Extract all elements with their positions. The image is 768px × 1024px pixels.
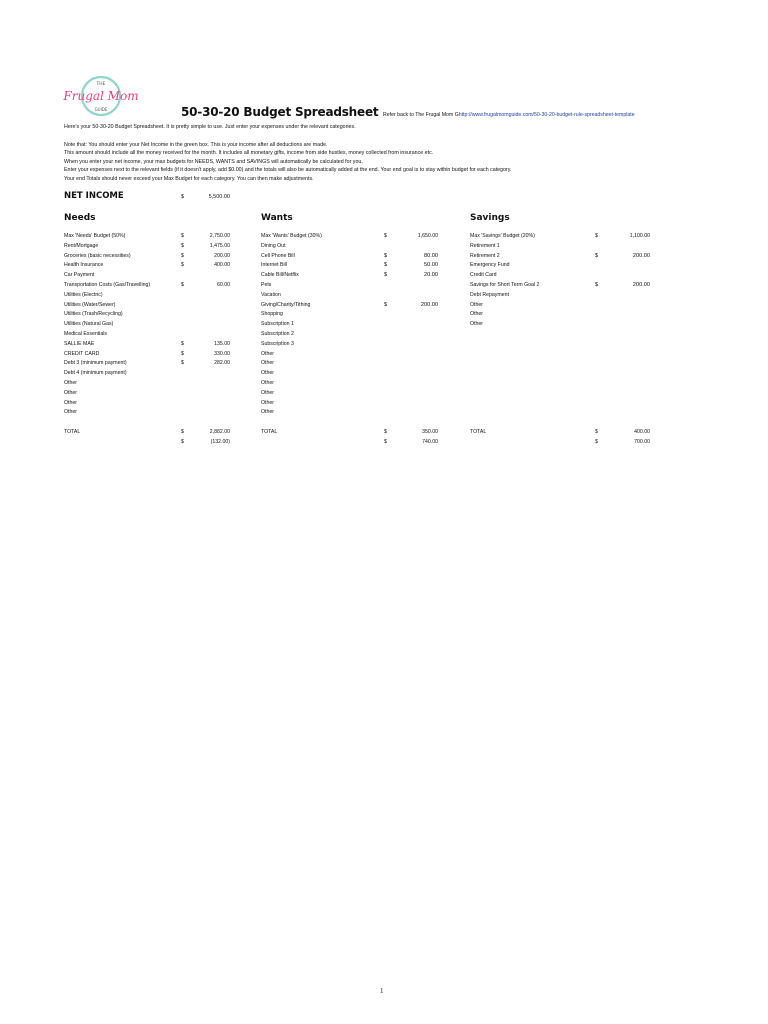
savings-row bbox=[470, 282, 655, 292]
needs-row-currency: $ bbox=[181, 233, 184, 239]
needs-row bbox=[64, 409, 234, 419]
savings-list bbox=[470, 233, 655, 331]
needs-row-amount[interactable]: 330.00 bbox=[214, 350, 230, 357]
wants-row-label: Subscription 3 bbox=[261, 340, 294, 347]
needs-row-label: SALLIE MAE bbox=[64, 340, 95, 347]
savings-row bbox=[470, 272, 655, 282]
needs-row bbox=[64, 331, 234, 341]
savings-row-label: Max 'Savings' Budget (20%) bbox=[470, 233, 535, 239]
needs-row-label: Max 'Needs' Budget (50%) bbox=[64, 233, 126, 239]
net-income-label: NET INCOME bbox=[64, 191, 124, 201]
savings-row-label: Emergency Fund bbox=[470, 262, 510, 269]
needs-row bbox=[64, 233, 234, 243]
needs-total-currency: $ bbox=[181, 429, 184, 435]
needs-row-currency: $ bbox=[181, 252, 184, 259]
needs-total-label: TOTAL bbox=[64, 429, 81, 435]
wants-row-label: Cable Bill/Netflix bbox=[261, 272, 299, 279]
wants-row bbox=[261, 311, 441, 321]
net-income-currency: $ bbox=[181, 194, 185, 200]
refer-back-text bbox=[383, 112, 685, 118]
needs-row-amount[interactable]: 400.00 bbox=[214, 262, 230, 269]
needs-row bbox=[64, 321, 234, 331]
wants-row-amount[interactable]: 80.00 bbox=[424, 252, 438, 259]
note-line: Enter your expenses next to the relevant fields (if it doesn't apply, add $0.00) and the totals will also be automatically added at the end. Your end goal is to stay within budget for each category. bbox=[64, 167, 512, 174]
wants-row-label: Other bbox=[261, 379, 274, 386]
needs-row-amount[interactable]: 2,750.00 bbox=[209, 233, 230, 239]
wants-row-currency: $ bbox=[384, 262, 388, 269]
page-number: 1 bbox=[380, 987, 384, 995]
needs-total-row bbox=[64, 429, 234, 439]
needs-row-currency: $ bbox=[181, 281, 184, 288]
wants-row bbox=[261, 400, 441, 410]
note-line: When you enter your net income, your max budgets for NEEDS, WANTS and SAVINGS will automatically be calculated for you. bbox=[64, 158, 363, 165]
wants-row-label: Subscription 1 bbox=[261, 321, 294, 328]
wants-row-label: Pets bbox=[261, 281, 272, 288]
wants-row-currency: $ bbox=[384, 233, 387, 239]
note-line: This amount should include all the money received for the month. It includes all monetary gifts, income from side hustles, money collected from insurance etc. bbox=[64, 150, 434, 157]
savings-row bbox=[470, 253, 655, 263]
needs-row-currency: $ bbox=[181, 242, 184, 249]
needs-row-label: Car Payment bbox=[64, 272, 95, 279]
wants-row-currency: $ bbox=[384, 252, 388, 259]
needs-totals bbox=[64, 429, 234, 448]
savings-row-amount[interactable]: 200.00 bbox=[632, 252, 650, 259]
savings-remaining-value: 700.00 bbox=[634, 438, 650, 445]
wants-remaining-currency: $ bbox=[384, 438, 387, 445]
savings-row bbox=[470, 292, 655, 302]
note-line: Note that: You should enter your Net Income in the green box. This is your income after all deductions are made. bbox=[64, 142, 328, 148]
wants-total-currency: $ bbox=[384, 429, 387, 435]
savings-row-label: Savings for Short Term Goal 2 bbox=[470, 281, 540, 288]
wants-row-label: Other bbox=[261, 399, 274, 406]
svg-text:Frugal Mom: Frugal Mom bbox=[63, 89, 139, 103]
needs-row bbox=[64, 302, 234, 312]
needs-row-amount[interactable]: 60.00 bbox=[217, 281, 230, 288]
wants-row-amount[interactable]: 50.00 bbox=[424, 262, 438, 269]
savings-row bbox=[470, 262, 655, 272]
needs-remaining-currency: $ bbox=[181, 438, 184, 445]
savings-row-amount[interactable]: 200.00 bbox=[632, 281, 650, 288]
savings-remaining-row bbox=[470, 439, 655, 449]
savings-total-value: 400.00 bbox=[634, 429, 650, 435]
savings-row-currency: $ bbox=[595, 233, 598, 239]
needs-row-label: Debt 4 (minimum payment) bbox=[64, 370, 127, 377]
refer-link[interactable]: http://www.frugalmomguide.com/50-30-20-budget-rule-spreadsheet-template bbox=[458, 112, 635, 118]
wants-row bbox=[261, 351, 441, 361]
savings-row-label: Credit Card bbox=[470, 272, 497, 279]
logo-graphic bbox=[63, 71, 139, 121]
wants-totals bbox=[261, 429, 441, 448]
wants-row-label: Other bbox=[261, 389, 274, 396]
needs-row bbox=[64, 400, 234, 410]
needs-row-currency: $ bbox=[181, 350, 184, 357]
savings-row bbox=[470, 321, 655, 331]
wants-row bbox=[261, 360, 441, 370]
refer-label: Refer back to The Frugal Mom G bbox=[383, 112, 459, 118]
wants-row-label: Vacation bbox=[261, 291, 281, 298]
savings-row bbox=[470, 311, 655, 321]
needs-row-amount[interactable]: 135.00 bbox=[214, 340, 230, 347]
savings-row-currency: $ bbox=[595, 252, 599, 259]
page-title: 50-30-20 Budget Spreadsheet bbox=[181, 105, 379, 119]
needs-row-label: Rent/Mortgage bbox=[64, 242, 99, 249]
needs-row-currency: $ bbox=[181, 340, 184, 347]
needs-row bbox=[64, 390, 234, 400]
wants-row bbox=[261, 233, 441, 243]
wants-row-label: Internet Bill bbox=[261, 262, 287, 269]
wants-row-currency: $ bbox=[384, 272, 388, 279]
needs-row-label: Utilities (Water/Sewer) bbox=[64, 301, 116, 308]
savings-total-label: TOTAL bbox=[470, 429, 487, 435]
savings-row-label: Other bbox=[470, 321, 483, 328]
needs-row-label: Utilities (Electric) bbox=[64, 291, 103, 298]
savings-row-amount[interactable]: 1,100.00 bbox=[629, 233, 650, 239]
needs-row-label: Health Insurance bbox=[64, 262, 104, 269]
wants-row-currency: $ bbox=[384, 301, 388, 308]
wants-row bbox=[261, 331, 441, 341]
wants-remaining-value: 740.00 bbox=[422, 438, 438, 445]
needs-total-value: 2,882.00 bbox=[209, 429, 230, 435]
needs-row-amount[interactable]: 282.00 bbox=[214, 360, 230, 367]
wants-row-amount[interactable]: 1,650.00 bbox=[417, 233, 438, 239]
wants-row bbox=[261, 409, 441, 419]
savings-row-label: Retirement 2 bbox=[470, 252, 500, 259]
net-income-value[interactable]: 5,500.00 bbox=[208, 194, 230, 200]
wants-row-label: Max 'Wants' Budget (30%) bbox=[261, 233, 322, 239]
savings-row-currency: $ bbox=[595, 281, 599, 288]
wants-row-label: Other bbox=[261, 370, 274, 377]
savings-totals bbox=[470, 429, 655, 448]
needs-row bbox=[64, 360, 234, 370]
needs-row bbox=[64, 262, 234, 272]
wants-remaining-row bbox=[261, 439, 441, 449]
wants-row-amount[interactable]: 200.00 bbox=[420, 301, 438, 308]
needs-row-label: Other bbox=[64, 409, 77, 416]
wants-row bbox=[261, 380, 441, 390]
wants-row-label: Cell Phone Bill bbox=[261, 252, 295, 259]
frugal-mom-logo bbox=[63, 71, 139, 121]
needs-row bbox=[64, 311, 234, 321]
instructions bbox=[64, 141, 512, 183]
wants-row-label: Subscription 2 bbox=[261, 330, 294, 337]
savings-row bbox=[470, 243, 655, 253]
needs-row-amount[interactable]: 1,475.00 bbox=[209, 242, 230, 249]
needs-row-label: Utilities (Natural Gas) bbox=[64, 321, 114, 328]
wants-total-label: TOTAL bbox=[261, 429, 278, 435]
wants-row-label: Dining Out bbox=[261, 242, 286, 249]
wants-row bbox=[261, 390, 441, 400]
needs-row bbox=[64, 272, 234, 282]
wants-row bbox=[261, 302, 441, 312]
wants-row bbox=[261, 370, 441, 380]
wants-row bbox=[261, 321, 441, 331]
needs-row bbox=[64, 282, 234, 292]
needs-row bbox=[64, 253, 234, 263]
savings-row-label: Debt Repayment bbox=[470, 291, 509, 298]
needs-row-currency: $ bbox=[181, 262, 184, 269]
wants-row-label: Giving/Charity/Tithing bbox=[261, 301, 311, 308]
savings-remaining-currency: $ bbox=[595, 438, 598, 445]
needs-remaining-value: (132.00) bbox=[210, 438, 230, 445]
needs-row bbox=[64, 380, 234, 390]
svg-text:THE: THE bbox=[96, 82, 106, 87]
needs-row bbox=[64, 351, 234, 361]
wants-heading: Wants bbox=[261, 213, 293, 223]
svg-text:GUIDE: GUIDE bbox=[94, 107, 108, 112]
note-line: Your end Totals should never exceed your Max Budget for each category. You can then make adjustments. bbox=[64, 175, 314, 182]
needs-row-label: CREDIT CARD bbox=[64, 350, 100, 357]
needs-row bbox=[64, 341, 234, 351]
wants-row bbox=[261, 292, 441, 302]
savings-total-row bbox=[470, 429, 655, 439]
wants-row bbox=[261, 341, 441, 351]
needs-row-label: Debt 3 (minimum payment) bbox=[64, 360, 127, 367]
wants-row bbox=[261, 272, 441, 282]
wants-row-label: Other bbox=[261, 350, 274, 357]
wants-list bbox=[261, 233, 441, 419]
needs-row bbox=[64, 370, 234, 380]
savings-row-label: Other bbox=[470, 301, 483, 308]
wants-total-value: 350.00 bbox=[422, 429, 438, 435]
wants-row-amount[interactable]: 20.00 bbox=[424, 272, 438, 279]
needs-heading: Needs bbox=[64, 213, 96, 223]
needs-row-currency: $ bbox=[181, 360, 184, 367]
needs-row-label: Medical Essentials bbox=[64, 330, 107, 337]
needs-row-label: Utilities (Trash/Recycling) bbox=[64, 311, 123, 318]
wants-row bbox=[261, 262, 441, 272]
needs-remaining-row bbox=[64, 439, 234, 449]
needs-row-label: Other bbox=[64, 389, 77, 396]
needs-row-label: Transportation Costs (Gas/Travelling) bbox=[64, 281, 151, 288]
needs-list bbox=[64, 233, 234, 419]
needs-row bbox=[64, 292, 234, 302]
needs-row-label: Groceries (basic necessities) bbox=[64, 252, 131, 259]
needs-row-label: Other bbox=[64, 379, 77, 386]
wants-row bbox=[261, 243, 441, 253]
savings-row-label: Retirement 1 bbox=[470, 242, 500, 249]
wants-row bbox=[261, 282, 441, 292]
needs-row-amount[interactable]: 200.00 bbox=[214, 252, 230, 259]
savings-row bbox=[470, 302, 655, 312]
needs-row bbox=[64, 243, 234, 253]
intro-text: Here's your 50-30-20 Budget Spreadsheet. It is pretty simple to use. Just enter your expenses under the relevant categories. bbox=[64, 124, 356, 130]
wants-row-label: Other bbox=[261, 409, 274, 416]
needs-row-label: Other bbox=[64, 399, 77, 406]
wants-row-label: Shopping bbox=[261, 311, 283, 318]
wants-total-row bbox=[261, 429, 441, 439]
wants-row bbox=[261, 253, 441, 263]
wants-row-label: Other bbox=[261, 360, 274, 367]
savings-row bbox=[470, 233, 655, 243]
savings-row-label: Other bbox=[470, 311, 483, 318]
savings-total-currency: $ bbox=[595, 429, 598, 435]
savings-heading: Savings bbox=[470, 213, 510, 223]
